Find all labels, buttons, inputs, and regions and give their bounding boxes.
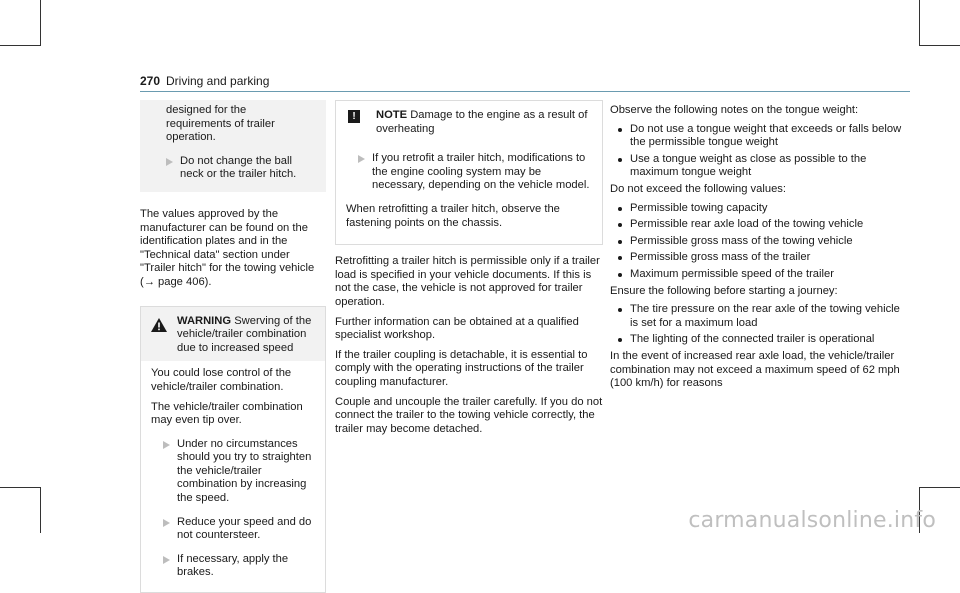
note-box bbox=[335, 100, 603, 245]
watermark: carmanualsonline.info bbox=[688, 508, 936, 533]
warning-text: The vehicle/trailer combination may even tip over. bbox=[151, 400, 303, 427]
body-paragraph: The values approved by the manufacturer can be found on the identification plates and in the "Technical data" section under "Trailer hitch" for the towing vehicle (→ page 406). bbox=[140, 207, 315, 288]
note-header bbox=[336, 101, 602, 140]
note-title: Damage to the engine as a result of overheating bbox=[376, 109, 588, 135]
list-item: Use a tongue weight as close as possible to the maximum tongue weight bbox=[610, 153, 910, 180]
bullet-dot-icon bbox=[618, 308, 622, 312]
column-1 bbox=[140, 100, 326, 593]
list-item: Maximum permissible speed of the trailer bbox=[610, 268, 910, 282]
warning-label: WARNING bbox=[177, 314, 232, 327]
section-title: Driving and parking bbox=[166, 74, 270, 88]
bullet-dot-icon bbox=[618, 207, 622, 211]
arrow-icon bbox=[166, 158, 173, 166]
warning-text: You could lose control of the vehicle/trailer combination. bbox=[151, 367, 292, 393]
warning-triangle-icon bbox=[150, 317, 168, 333]
warning-box bbox=[140, 306, 326, 593]
crop-mark bbox=[40, 487, 41, 533]
body-paragraph: Couple and uncouple the trailer carefully. If you do not connect the trailer to the towing vehicle correctly, the trailer may become detached. bbox=[335, 395, 603, 435]
list-item: Permissible rear axle load of the towing vehicle bbox=[610, 218, 910, 232]
page-number: 270 bbox=[140, 74, 161, 88]
warning-header bbox=[141, 307, 325, 362]
header-rule bbox=[140, 91, 910, 92]
box-line: designed for the requirements of trailer bbox=[166, 104, 275, 130]
box-line: operation. bbox=[166, 131, 216, 144]
column-3 bbox=[610, 104, 910, 396]
list-item: If necessary, apply the brakes. bbox=[151, 553, 315, 580]
bullet-dot-icon bbox=[618, 240, 622, 244]
list-item: Reduce your speed and do not countersteer. bbox=[151, 516, 315, 543]
body-paragraph: Further information can be obtained at a qualified specialist workshop. bbox=[335, 315, 579, 342]
bullet-dot-icon bbox=[618, 158, 622, 162]
arrow-icon bbox=[358, 155, 365, 163]
list-item: The tire pressure on the rear axle of the towing vehicle is set for a maximum load bbox=[610, 303, 910, 330]
exclamation-icon: ! bbox=[348, 110, 360, 123]
note-label: NOTE bbox=[376, 109, 408, 121]
list-item: Permissible gross mass of the towing vehicle bbox=[610, 235, 910, 249]
column-2 bbox=[335, 100, 603, 442]
body-paragraph: In the event of increased rear axle load, the vehicle/trailer combination may not exceed a maximum speed of 62 mph (100 km/h) for reasons bbox=[610, 349, 900, 390]
body-paragraph: Observe the following notes on the tongue weight: bbox=[610, 104, 859, 116]
crop-mark bbox=[0, 45, 40, 46]
warning-title: Swerving of the vehicle/trailer combination due to increased speed bbox=[177, 314, 312, 354]
continued-box bbox=[140, 100, 326, 192]
list-item: If you retrofit a trailer hitch, modifications to the engine cooling system may be necessary, depending on the vehicle model. bbox=[346, 152, 592, 193]
arrow-icon bbox=[163, 519, 170, 527]
bullet-dot-icon bbox=[618, 273, 622, 277]
list-item: Permissible towing capacity bbox=[610, 202, 910, 216]
list-item: Under no circumstances should you try to straighten the vehicle/trailer combination by increasing the speed. bbox=[151, 438, 315, 506]
list-item: Do not change the ball neck or the trailer hitch. bbox=[154, 155, 314, 182]
note-text: When retrofitting a trailer hitch, observe the fastening points on the chassis. bbox=[346, 202, 560, 229]
list-item: Permissible gross mass of the trailer bbox=[610, 251, 910, 265]
warning-body bbox=[141, 367, 325, 592]
body-paragraph: Do not exceed the following values: bbox=[610, 182, 787, 195]
list-item: The lighting of the connected trailer is operational bbox=[610, 333, 910, 347]
body-paragraph: Retrofitting a trailer hitch is permissible only if a trailer load is specified in your vehicle documents. If this is not the case, the vehicle is not approved for trailer operation. bbox=[335, 255, 600, 308]
arrow-icon bbox=[163, 556, 170, 564]
arrow-icon bbox=[163, 441, 170, 449]
bullet-dot-icon bbox=[618, 338, 622, 342]
body-paragraph: Ensure the following before starting a journey: bbox=[610, 284, 838, 297]
crop-mark bbox=[920, 45, 960, 46]
crop-mark bbox=[40, 0, 41, 46]
crop-mark bbox=[0, 487, 40, 488]
list-item: Do not use a tongue weight that exceeds or falls below the permissible tongue weight bbox=[610, 123, 910, 150]
crop-mark bbox=[919, 0, 920, 46]
bullet-dot-icon bbox=[618, 223, 622, 227]
bullet-dot-icon bbox=[618, 128, 622, 132]
crop-mark bbox=[920, 487, 960, 488]
body-paragraph: If the trailer coupling is detachable, it is essential to comply with the operating instructions of the trailer coupling manufacturer. bbox=[335, 348, 588, 388]
bullet-dot-icon bbox=[618, 256, 622, 260]
